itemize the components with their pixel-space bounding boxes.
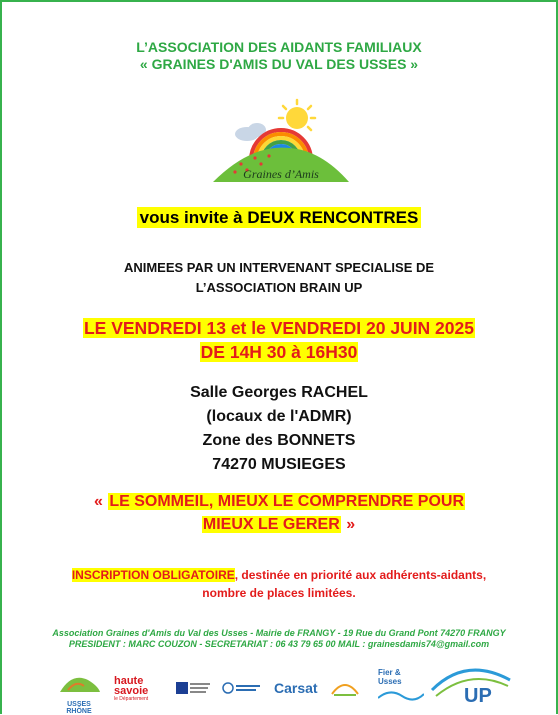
facilitator-info [2,258,556,298]
usses-rhone-logo [54,670,104,715]
session-theme [2,490,556,536]
theme-line1: LE SOMMEIL, MIEUX LE COMPRENDRE POUR [109,493,465,510]
admr-icon [176,680,210,700]
fier-usses-label: Fier & Usses [378,668,402,686]
venue-zone: Zone des BONNETS [202,432,356,449]
fier-usses-icon [378,686,424,704]
graines-damis-logo [211,98,351,184]
theme-open-quote: « [93,493,108,510]
registration-details: , destinée en priorité aux adhérents-aidants, [234,568,487,582]
registration-limit: nombre de places limitées. [202,586,356,600]
association-subtitle: « GRAINES D'AMIS DU VAL DES USSES » [139,56,419,72]
registration-notice [2,566,556,602]
carsat-logo: Carsat [274,680,318,696]
footer-address: Association Graines d'Amis du Val des Usses - Mairie de FRANGY - 19 Rue du Grand Pont 74270 FRANGY [52,628,506,638]
fier-usses-logo [378,668,424,709]
logo-text: Graines d’Amis [243,167,319,181]
venue-location: (locaux de l'ADMR) [206,408,352,425]
invitation-prefix: vous invite à [139,208,248,227]
usses-rhone-label: USSES RHÔNE [66,701,92,715]
france-alzheimer-icon [222,680,262,698]
serenite-logo [328,676,362,700]
facilitator-line1: ANIMEES PAR UN INTERVENANT SPECIALISE DE [123,260,435,275]
invitation-line [2,208,556,228]
serenite-icon [328,676,362,700]
registration-emphasis: INSCRIPTION OBLIGATOIRE [71,568,235,582]
venue-name: Salle Georges RACHEL [190,384,368,401]
venue-address [2,381,556,477]
dates-time: DE 14H 30 à 16H30 [200,342,358,362]
facilitator-line2: L’ASSOCIATION BRAIN UP [195,280,363,295]
departement-label: le Département [114,696,149,702]
association-header [2,39,556,73]
association-name: L’ASSOCIATION DES AIDANTS FAMILIAUX [136,39,422,55]
theme-close-quote: » [341,516,356,533]
invitation-emphasis: DEUX RENCONTRES [247,208,419,227]
haute-savoie-logo [114,676,164,702]
invitation-highlight [137,207,422,228]
event-dates [2,316,556,364]
venue-city: 74270 MUSIEGES [212,456,346,473]
admr-logo [176,680,210,700]
brain-up-icon [426,662,514,708]
usses-rhone-icon [54,670,104,696]
savoie-label: savoie [114,685,149,697]
brain-up-label: UP [464,685,492,707]
haute-label: haute [114,675,144,687]
brain-up-logo [426,662,514,708]
footer-contacts: PRESIDENT : MARC COUZON - SECRETARIAT : 06 43 79 65 00 MAIL : grainesdamis74@gmail.com [68,639,490,649]
contact-footer [2,628,556,650]
partner-logos [54,662,514,715]
theme-line2: MIEUX LE GERER [202,516,340,533]
sun-icon [279,100,315,130]
france-alzheimer-logo [222,680,262,698]
dates-line1: LE VENDREDI 13 et le VENDREDI 20 JUIN 2025 [83,318,474,338]
